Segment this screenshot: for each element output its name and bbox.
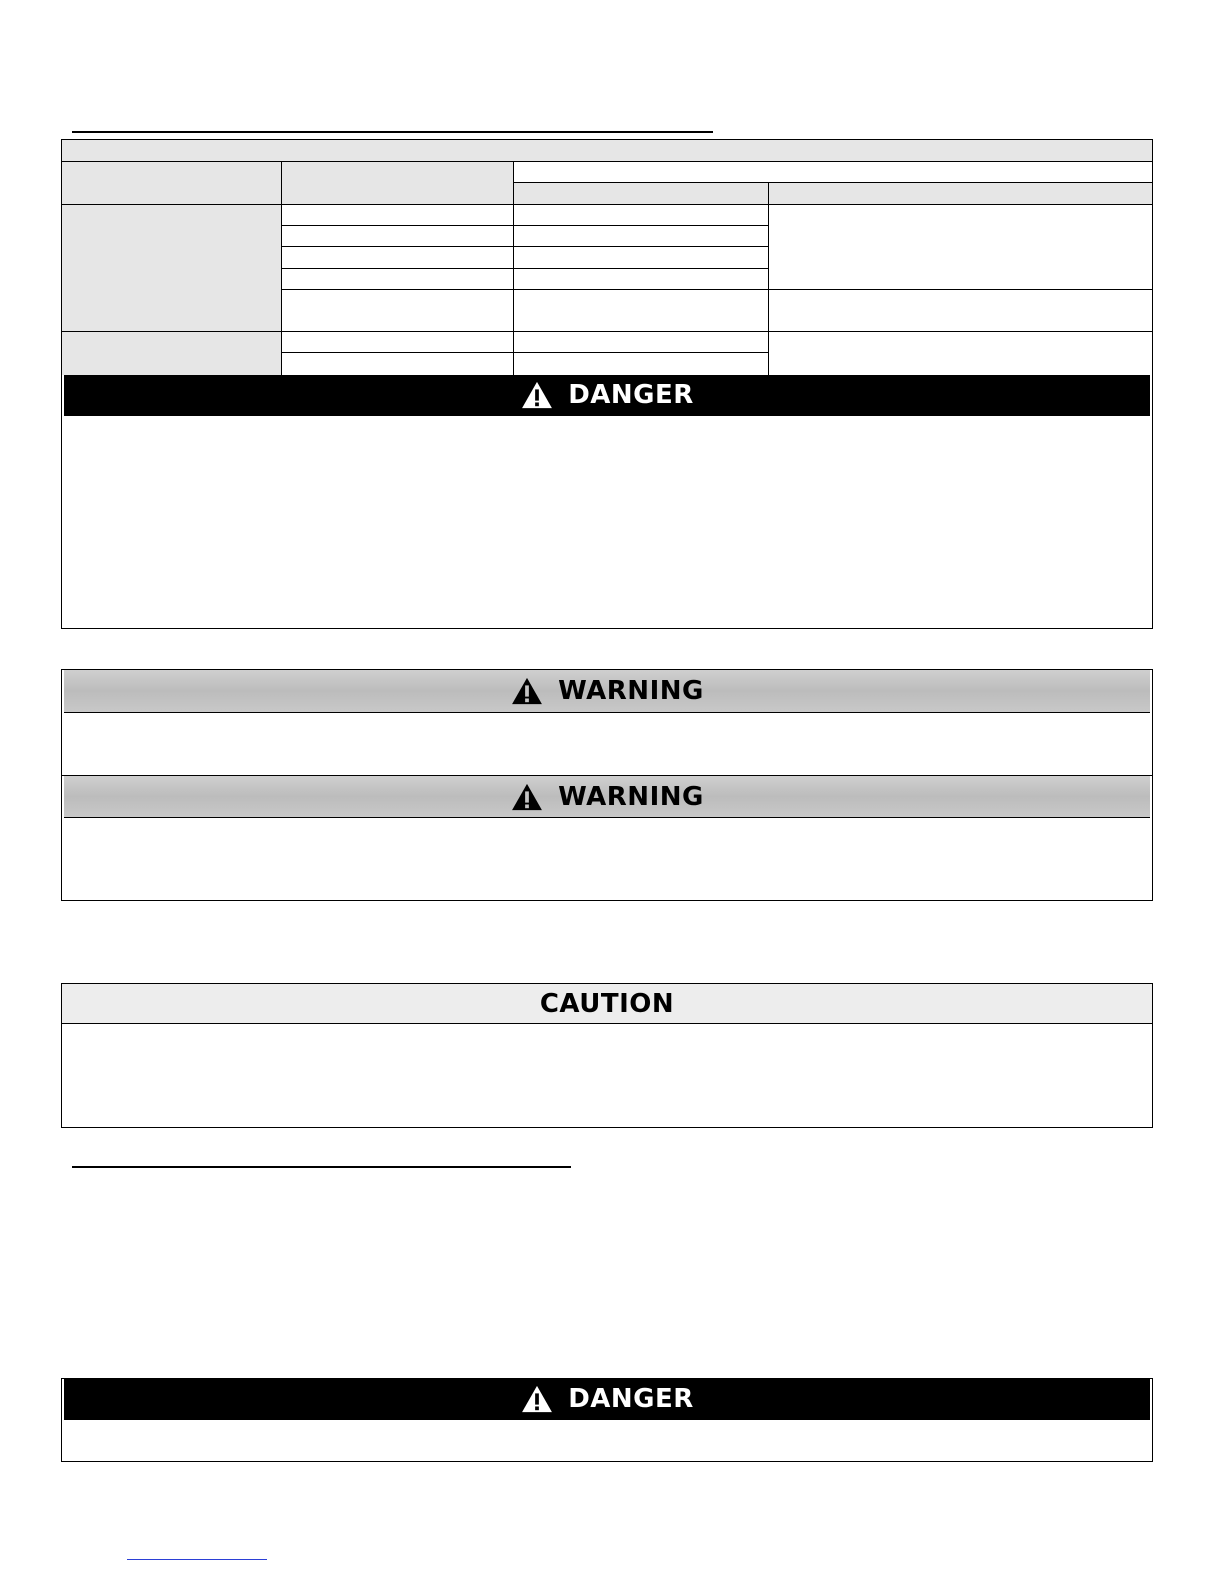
warning-triangle-icon — [510, 783, 544, 811]
table-merged-cell — [769, 205, 1152, 290]
warning-notice-body — [62, 818, 1152, 900]
table-row — [282, 290, 514, 332]
caution-banner — [62, 984, 1152, 1024]
warning-triangle-icon — [520, 1385, 554, 1413]
table-row — [514, 353, 769, 375]
warning-banner-label: WARNING — [558, 781, 704, 812]
table-row — [282, 247, 514, 269]
warning-banner — [64, 670, 1150, 713]
table-row — [514, 290, 769, 332]
table-row — [514, 332, 769, 353]
table-caption-row — [62, 140, 1152, 162]
warning-banner-label: WARNING — [558, 676, 704, 706]
warning-notice-body — [62, 713, 1152, 776]
warning-triangle-icon — [520, 381, 554, 409]
table-row — [514, 247, 769, 269]
danger-banner-label: DANGER — [568, 380, 694, 410]
table-group-2-label — [62, 332, 282, 375]
caution-banner-label: CAUTION — [539, 988, 675, 1019]
danger-banner-label: DANGER — [568, 1384, 694, 1414]
caution-notice-body — [62, 1024, 1152, 1127]
caution-notice — [61, 983, 1153, 1128]
table-group-1-label — [62, 205, 282, 332]
table-row — [514, 269, 769, 290]
section-heading-underline — [72, 131, 713, 133]
danger-notice — [61, 1378, 1153, 1462]
table-header-sub-2 — [769, 183, 1152, 205]
warning-banner — [64, 776, 1150, 818]
danger-banner — [64, 375, 1150, 416]
table-row — [282, 205, 514, 226]
specification-table — [61, 139, 1153, 629]
table-header-sub-1 — [514, 183, 769, 205]
table-row — [514, 226, 769, 247]
table-row — [282, 226, 514, 247]
danger-banner — [64, 1379, 1150, 1420]
table-row — [282, 269, 514, 290]
table-row — [282, 332, 514, 353]
warning-triangle-icon — [510, 677, 544, 705]
footer-link[interactable] — [127, 1559, 267, 1560]
table-header-col-1 — [62, 162, 282, 205]
table-header-group — [514, 162, 1152, 183]
table-row — [514, 205, 769, 226]
danger-notice-body — [62, 417, 1152, 628]
table-row — [282, 353, 514, 375]
table-header-col-2 — [282, 162, 514, 205]
section-heading-underline — [72, 1166, 571, 1168]
warning-notice-group — [61, 669, 1153, 901]
table-merged-cell — [769, 332, 1152, 375]
table-row — [769, 290, 1152, 332]
danger-notice-body — [62, 1420, 1152, 1461]
